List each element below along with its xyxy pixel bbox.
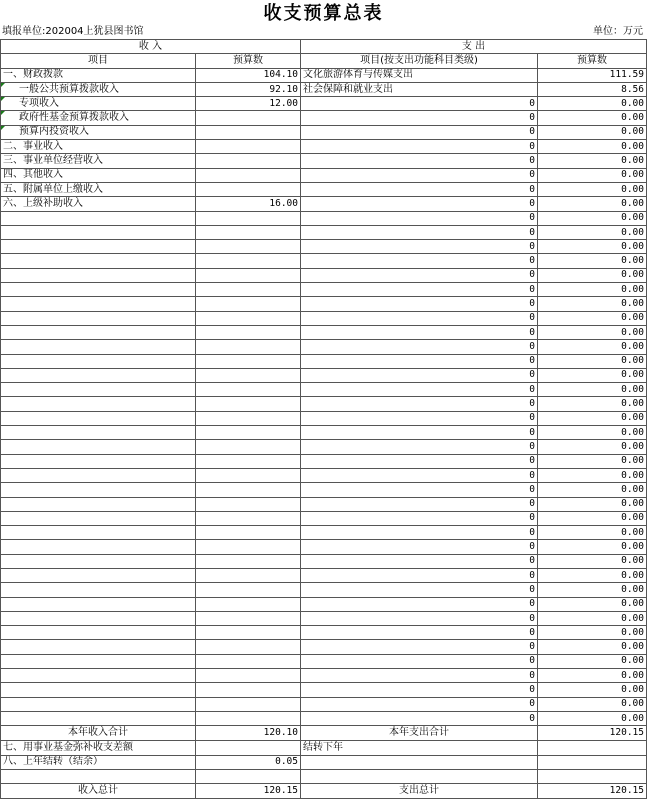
blank-cell	[196, 683, 301, 697]
blank-cell	[1, 454, 196, 468]
blank-cell	[1, 483, 196, 497]
blank-cell	[1, 626, 196, 640]
expense-budget: 0.00	[538, 426, 647, 440]
table-row	[1, 383, 647, 397]
blank-cell	[1, 468, 196, 482]
blank-cell	[196, 340, 301, 354]
budget-table	[0, 39, 647, 799]
expense-zero: 0	[301, 325, 538, 339]
expense-zero: 0	[301, 297, 538, 311]
year-expense-value: 120.15	[538, 726, 647, 741]
blank-cell	[1, 297, 196, 311]
blank-cell	[196, 454, 301, 468]
table-row	[1, 411, 647, 425]
income-item: 五、附属单位上缴收入	[1, 182, 196, 196]
blank-cell	[1, 597, 196, 611]
blank-cell	[196, 611, 301, 625]
expense-zero: 0	[301, 526, 538, 540]
income-item-header: 项目	[1, 54, 196, 68]
income-item: 政府性基金预算拨款收入	[1, 111, 196, 125]
expense-budget: 0.00	[538, 254, 647, 268]
blank-cell	[196, 769, 301, 783]
blank-cell	[196, 597, 301, 611]
expense-zero: 0	[301, 697, 538, 711]
table-row	[1, 154, 647, 168]
blank-cell	[196, 554, 301, 568]
blank-cell	[196, 368, 301, 382]
income-budget: 16.00	[196, 197, 301, 211]
table-row	[1, 397, 647, 411]
expense-budget: 0.00	[538, 554, 647, 568]
income-item: 预算内投资收入	[1, 125, 196, 139]
blank-cell	[1, 683, 196, 697]
blank-cell	[1, 711, 196, 725]
expense-budget: 0.00	[538, 383, 647, 397]
expense-budget: 0.00	[538, 611, 647, 625]
expense-zero: 0	[301, 554, 538, 568]
expense-zero: 0	[301, 254, 538, 268]
blank-cell	[1, 440, 196, 454]
blank-cell	[196, 697, 301, 711]
income-budget: 104.10	[196, 68, 301, 82]
expense-item: 0	[301, 168, 538, 182]
income-item: 二、事业收入	[1, 140, 196, 154]
prev-carry-label: 八、上年结转（结余）	[1, 755, 196, 769]
expense-zero: 0	[301, 654, 538, 668]
expense-budget: 0.00	[538, 697, 647, 711]
expense-zero: 0	[301, 283, 538, 297]
table-row	[1, 268, 647, 282]
expense-zero: 0	[301, 597, 538, 611]
table-row	[1, 82, 647, 96]
expense-item: 0	[301, 111, 538, 125]
blank-cell	[1, 340, 196, 354]
reporting-unit: 填报单位:202004上犹县图书馆	[2, 26, 144, 37]
table-row	[1, 683, 647, 697]
blank-cell	[196, 211, 301, 225]
table-row	[1, 68, 647, 82]
expense-zero: 0	[301, 540, 538, 554]
expense-budget: 111.59	[538, 68, 647, 82]
blank-cell	[196, 225, 301, 239]
expense-zero: 0	[301, 511, 538, 525]
income-budget-header: 预算数	[196, 54, 301, 68]
table-row	[1, 640, 647, 654]
expense-budget: 0.00	[538, 225, 647, 239]
expense-budget: 0.00	[538, 182, 647, 196]
expense-zero: 0	[301, 669, 538, 683]
income-item: 四、其他收入	[1, 168, 196, 182]
blank-cell	[196, 297, 301, 311]
blank-cell	[1, 611, 196, 625]
expense-budget: 0.00	[538, 125, 647, 139]
table-row	[1, 368, 647, 382]
expense-zero: 0	[301, 411, 538, 425]
expense-budget: 0.00	[538, 411, 647, 425]
expense-zero: 0	[301, 611, 538, 625]
table-row	[1, 297, 647, 311]
expense-budget: 0.00	[538, 654, 647, 668]
blank-cell	[196, 526, 301, 540]
table-row	[1, 497, 647, 511]
blank-cell	[196, 540, 301, 554]
expense-budget-header: 预算数	[538, 54, 647, 68]
expense-budget: 0.00	[538, 468, 647, 482]
table-row	[1, 311, 647, 325]
year-income-value: 120.10	[196, 726, 301, 741]
blank-cell	[196, 640, 301, 654]
expense-budget: 0.00	[538, 626, 647, 640]
expense-budget: 0.00	[538, 683, 647, 697]
expense-item: 0	[301, 125, 538, 139]
expense-budget: 0.00	[538, 397, 647, 411]
blank-cell	[196, 654, 301, 668]
income-total-value: 120.15	[196, 784, 301, 799]
income-item: 专项收入	[1, 97, 196, 111]
expense-budget: 0.00	[538, 368, 647, 382]
income-item: 一、财政拨款	[1, 68, 196, 82]
blank-cell	[196, 483, 301, 497]
table-row	[1, 168, 647, 182]
blank-cell	[538, 755, 647, 769]
blank-cell	[1, 397, 196, 411]
expense-zero: 0	[301, 640, 538, 654]
expense-budget: 0.00	[538, 211, 647, 225]
blank-cell	[1, 283, 196, 297]
currency-unit: 单位：万元	[593, 26, 643, 37]
blank-cell	[1, 568, 196, 582]
expense-budget: 0.00	[538, 483, 647, 497]
expense-header: 支 出	[301, 40, 647, 54]
table-row	[1, 483, 647, 497]
expense-total-value: 120.15	[538, 784, 647, 799]
expense-zero: 0	[301, 568, 538, 582]
expense-budget: 0.00	[538, 354, 647, 368]
blank-cell	[196, 568, 301, 582]
expense-budget: 0.00	[538, 325, 647, 339]
table-row	[1, 426, 647, 440]
expense-budget: 0.00	[538, 568, 647, 582]
blank-cell	[196, 254, 301, 268]
expense-zero: 0	[301, 240, 538, 254]
blank-cell	[301, 755, 538, 769]
expense-item: 0	[301, 197, 538, 211]
blank-cell	[196, 383, 301, 397]
blank-cell	[1, 426, 196, 440]
expense-zero: 0	[301, 383, 538, 397]
blank-cell	[196, 283, 301, 297]
blank-cell	[1, 354, 196, 368]
expense-budget: 0.00	[538, 440, 647, 454]
table-row	[1, 654, 647, 668]
table-row	[1, 511, 647, 525]
income-budget	[196, 154, 301, 168]
table-row	[1, 197, 647, 211]
blank-cell	[538, 769, 647, 783]
blank-cell	[1, 669, 196, 683]
expense-zero: 0	[301, 468, 538, 482]
blank-cell	[196, 669, 301, 683]
fund-label: 七、用事业基金弥补收支差额	[1, 741, 196, 755]
blank-cell	[1, 554, 196, 568]
table-row	[1, 583, 647, 597]
blank-cell	[1, 240, 196, 254]
table-row	[1, 125, 647, 139]
table-row	[1, 611, 647, 625]
carry-next-value	[538, 741, 647, 755]
carry-next-label: 结转下年	[301, 741, 538, 755]
income-total-label: 收入总计	[1, 784, 196, 799]
income-budget	[196, 168, 301, 182]
blank-cell	[1, 325, 196, 339]
table-row	[1, 97, 647, 111]
expense-budget: 0.00	[538, 168, 647, 182]
blank-cell	[196, 583, 301, 597]
prev-carry-value: 0.05	[196, 755, 301, 769]
income-item: 六、上级补助收入	[1, 197, 196, 211]
blank-cell	[1, 769, 196, 783]
expense-budget: 0.00	[538, 283, 647, 297]
income-budget: 92.10	[196, 82, 301, 96]
expense-budget: 0.00	[538, 640, 647, 654]
expense-zero: 0	[301, 497, 538, 511]
table-row	[1, 697, 647, 711]
expense-zero: 0	[301, 683, 538, 697]
expense-zero: 0	[301, 626, 538, 640]
expense-budget: 0.00	[538, 97, 647, 111]
table-row	[1, 468, 647, 482]
blank-cell	[1, 268, 196, 282]
blank-cell	[1, 697, 196, 711]
expense-zero: 0	[301, 483, 538, 497]
expense-item-header: 项目(按支出功能科目类级)	[301, 54, 538, 68]
fund-value	[196, 741, 301, 755]
blank-cell	[1, 583, 196, 597]
table-row	[1, 540, 647, 554]
income-item: 三、事业单位经营收入	[1, 154, 196, 168]
blank-cell	[196, 397, 301, 411]
table-row	[1, 454, 647, 468]
blank-cell	[196, 354, 301, 368]
blank-cell	[1, 225, 196, 239]
expense-total-label: 支出总计	[301, 784, 538, 799]
expense-zero: 0	[301, 426, 538, 440]
table-row	[1, 554, 647, 568]
blank-cell	[196, 711, 301, 725]
blank-cell	[196, 240, 301, 254]
expense-budget: 0.00	[538, 669, 647, 683]
table-row	[1, 626, 647, 640]
expense-budget: 0.00	[538, 583, 647, 597]
blank-cell	[196, 511, 301, 525]
expense-budget: 0.00	[538, 111, 647, 125]
blank-cell	[1, 526, 196, 540]
expense-item: 社会保障和就业支出	[301, 82, 538, 96]
expense-zero: 0	[301, 368, 538, 382]
blank-cell	[1, 383, 196, 397]
blank-cell	[196, 311, 301, 325]
expense-zero: 0	[301, 211, 538, 225]
blank-cell	[1, 311, 196, 325]
expense-zero: 0	[301, 440, 538, 454]
table-row	[1, 340, 647, 354]
blank-cell	[301, 769, 538, 783]
table-row	[1, 225, 647, 239]
table-row	[1, 240, 647, 254]
blank-cell	[1, 654, 196, 668]
table-row	[1, 669, 647, 683]
expense-item: 0	[301, 182, 538, 196]
blank-cell	[1, 540, 196, 554]
blank-cell	[1, 368, 196, 382]
expense-zero: 0	[301, 354, 538, 368]
income-budget	[196, 125, 301, 139]
expense-zero: 0	[301, 340, 538, 354]
expense-budget: 0.00	[538, 268, 647, 282]
table-row	[1, 254, 647, 268]
income-budget: 12.00	[196, 97, 301, 111]
blank-cell	[196, 426, 301, 440]
expense-budget: 0.00	[538, 140, 647, 154]
blank-cell	[196, 440, 301, 454]
expense-zero: 0	[301, 225, 538, 239]
table-row	[1, 440, 647, 454]
expense-zero: 0	[301, 711, 538, 725]
blank-cell	[196, 325, 301, 339]
expense-budget: 0.00	[538, 197, 647, 211]
expense-budget: 0.00	[538, 454, 647, 468]
table-row	[1, 568, 647, 582]
expense-budget: 0.00	[538, 540, 647, 554]
blank-cell	[1, 411, 196, 425]
expense-budget: 8.56	[538, 82, 647, 96]
table-row	[1, 182, 647, 196]
expense-budget: 0.00	[538, 497, 647, 511]
year-income-label: 本年收入合计	[1, 726, 196, 741]
table-row	[1, 354, 647, 368]
expense-item: 文化旅游体育与传媒支出	[301, 68, 538, 82]
blank-cell	[196, 468, 301, 482]
income-budget	[196, 111, 301, 125]
expense-zero: 0	[301, 268, 538, 282]
expense-zero: 0	[301, 454, 538, 468]
year-expense-label: 本年支出合计	[301, 726, 538, 741]
blank-cell	[1, 497, 196, 511]
income-item: 一般公共预算拨款收入	[1, 82, 196, 96]
expense-zero: 0	[301, 583, 538, 597]
expense-budget: 0.00	[538, 526, 647, 540]
expense-item: 0	[301, 140, 538, 154]
table-row	[1, 111, 647, 125]
expense-item: 0	[301, 97, 538, 111]
expense-budget: 0.00	[538, 711, 647, 725]
table-row	[1, 140, 647, 154]
expense-budget: 0.00	[538, 311, 647, 325]
income-budget	[196, 182, 301, 196]
expense-budget: 0.00	[538, 154, 647, 168]
income-budget	[196, 140, 301, 154]
expense-item: 0	[301, 154, 538, 168]
table-row	[1, 211, 647, 225]
table-row	[1, 325, 647, 339]
expense-budget: 0.00	[538, 340, 647, 354]
blank-cell	[1, 640, 196, 654]
blank-cell	[1, 511, 196, 525]
expense-budget: 0.00	[538, 597, 647, 611]
table-row	[1, 526, 647, 540]
blank-cell	[196, 411, 301, 425]
expense-budget: 0.00	[538, 297, 647, 311]
page-title: 收支预算总表	[263, 3, 384, 24]
blank-cell	[196, 497, 301, 511]
expense-zero: 0	[301, 397, 538, 411]
blank-cell	[1, 254, 196, 268]
blank-cell	[1, 211, 196, 225]
expense-zero: 0	[301, 311, 538, 325]
table-row	[1, 283, 647, 297]
expense-budget: 0.00	[538, 240, 647, 254]
blank-cell	[196, 268, 301, 282]
table-row	[1, 597, 647, 611]
income-header: 收 入	[1, 40, 301, 54]
expense-budget: 0.00	[538, 511, 647, 525]
blank-cell	[196, 626, 301, 640]
table-row	[1, 711, 647, 725]
